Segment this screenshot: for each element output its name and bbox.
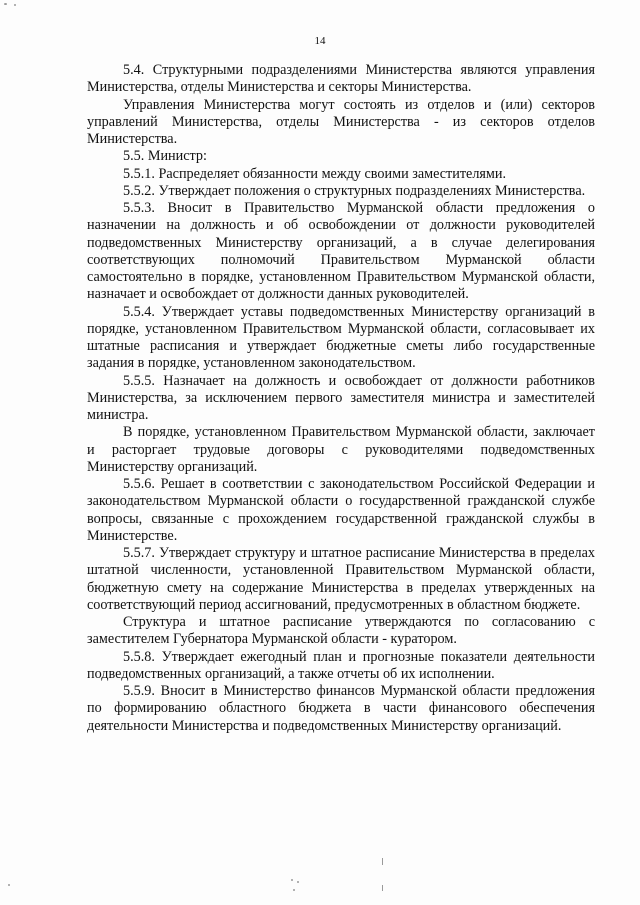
scan-speck	[8, 884, 10, 886]
scan-speck	[4, 3, 7, 5]
paragraph-5-4: 5.4. Структурными подразделениями Министерства являются управления Министерства, отделы Министерства и секторы Министерства.	[87, 62, 595, 96]
paragraph-5-5-3: 5.5.3. Вносит в Правительство Мурманской области предложения о назначении на должность и об освобождении от должности руководителей подведомственных Министерству организаций, а в случае делегирования соответствующих полномочий Правительством Мурманской области самостоятельно в порядке, установленном Правительством Мурманской области, назначает и освобождает от должности данных руководителей.	[87, 200, 595, 303]
scan-speck	[382, 885, 383, 891]
paragraph-5-5-4: 5.5.4. Утверждает уставы подведомственных Министерству организаций в порядке, установленном Правительством Мурманской области, согласовывает их штатные расписания и утверждает бюджетные сметы либо государственные задания в порядке, установленном законодательством.	[87, 303, 595, 372]
page-number: 14	[314, 35, 326, 47]
scan-speck	[291, 879, 293, 881]
paragraph-5-5-5: 5.5.5. Назначает на должность и освобождает от должности работников Министерства, за исключением первого заместителя министра и заместителей министра.	[87, 372, 595, 423]
paragraph-5-5-1: 5.5.1. Распределяет обязанности между своими заместителями.	[123, 165, 507, 182]
scan-speck	[293, 889, 295, 891]
paragraph-departments: Управления Министерства могут состоять из отделов и (или) секторов управлений Министерства, отделы Министерства - из секторов отделов Министерства.	[87, 96, 595, 147]
scan-speck	[14, 4, 16, 6]
paragraph-labor-contracts: В порядке, установленном Правительством Мурманской области, заключает и расторгает трудовые договоры с руководителями подведомственных Министерству организаций.	[87, 424, 595, 475]
document-body	[87, 62, 595, 735]
paragraph-5-5-7: 5.5.7. Утверждает структуру и штатное расписание Министерства в пределах штатной численности, установленной Правительством Мурманской области, бюджетную смету на содержание Министерства в пределах утвержденных на соответствующий период ассигнований, предусмотренных в областном бюджете.	[87, 545, 595, 613]
paragraph-structure-approval: Структура и штатное расписание утверждаются по согласованию с заместителем Губернатора Мурманской области - куратором.	[87, 614, 595, 648]
paragraph-5-5-6: 5.5.6. Решает в соответствии с законодательством Российской Федерации и законодательством Мурманской области о государственной гражданской службе вопросы, связанные с прохождением государственной гражданской службы в Министерстве.	[87, 476, 595, 544]
paragraph-5-5-2: 5.5.2. Утверждает положения о структурных подразделениях Министерства.	[123, 182, 586, 199]
paragraph-5-5: 5.5. Министр:	[123, 148, 207, 165]
scan-speck	[297, 881, 299, 883]
scan-speck	[382, 858, 383, 865]
paragraph-5-5-8: 5.5.8. Утверждает ежегодный план и прогнозные показатели деятельности подведомственных организаций, а также отчеты об их исполнении.	[87, 648, 595, 682]
paragraph-5-5-9: 5.5.9. Вносит в Министерство финансов Мурманской области предложения по формированию областного бюджета в части финансового обеспечения деятельности Министерства и подведомственных Министерству организаций.	[87, 683, 595, 734]
